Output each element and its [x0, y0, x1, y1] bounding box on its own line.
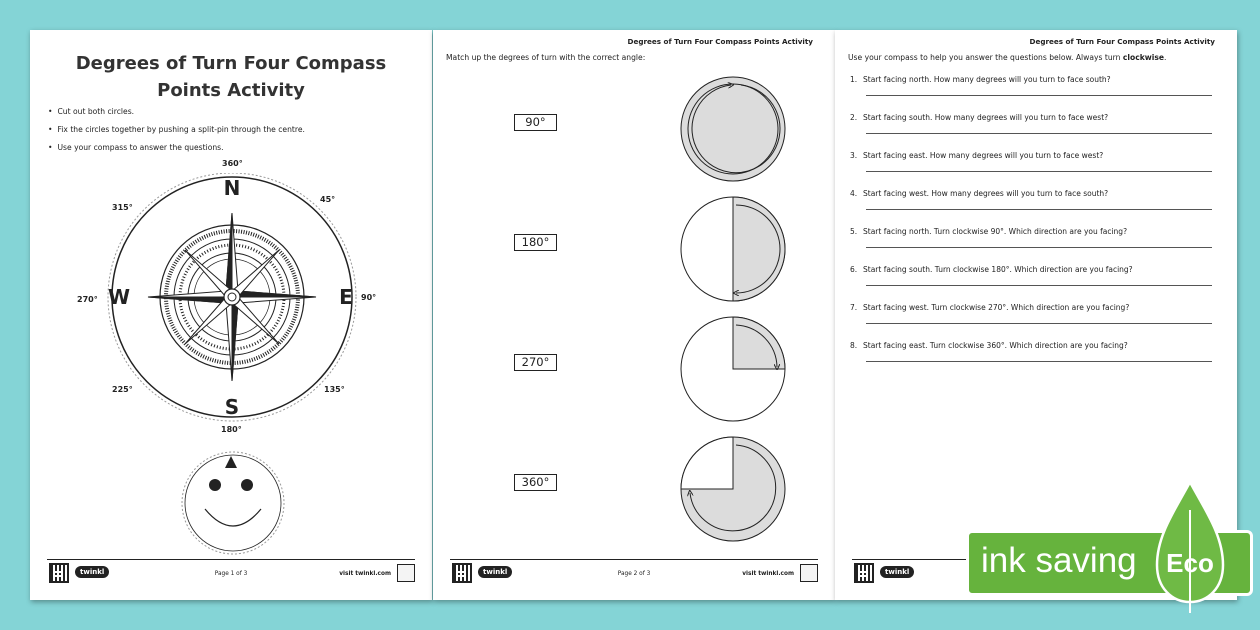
- answer-line[interactable]: [866, 209, 1212, 210]
- page-number: Page 1 of 3: [214, 571, 248, 577]
- question-item: 7. Start facing west. Turn clockwise 270°. Which direction are you facing?: [850, 303, 1212, 312]
- angle-360-circle: [681, 77, 785, 181]
- instruction-text: Match up the degrees of turn with the correct angle:: [446, 53, 646, 62]
- east-label: E: [339, 285, 353, 309]
- smiley-face-pointer: [180, 450, 286, 556]
- quality-badge-icon: [397, 564, 415, 582]
- angle-90-circle: [681, 317, 785, 421]
- answer-line[interactable]: [866, 171, 1212, 172]
- degree-label-180: 180°: [221, 425, 242, 434]
- question-item: 8. Start facing east. Turn clockwise 360°. Which direction are you facing?: [850, 341, 1212, 350]
- instruction-list: [48, 103, 305, 157]
- visit-link[interactable]: visit twinkl.com: [742, 571, 794, 577]
- compass-rose: [105, 173, 359, 427]
- instruction-text: Use your compass to help you answer the questions below. Always turn clockwise.: [848, 53, 1167, 62]
- answer-line[interactable]: [866, 95, 1212, 96]
- instruction-item: • Cut out both circles.: [48, 103, 305, 121]
- twinkl-logo: twinkl: [478, 566, 512, 578]
- twinkl-logo: twinkl: [880, 566, 914, 578]
- answer-line[interactable]: [866, 361, 1212, 362]
- qr-code-icon: [854, 563, 874, 583]
- quality-badge-icon: [800, 564, 818, 582]
- ink-saving-label: ink saving: [981, 541, 1137, 580]
- north-label: N: [223, 176, 241, 200]
- answer-line[interactable]: [866, 285, 1212, 286]
- south-label: S: [224, 395, 240, 419]
- angle-diagrams: [673, 75, 793, 545]
- worksheet-page-1: [30, 30, 432, 600]
- degree-label-360: 360°: [222, 159, 243, 168]
- question-item: 5. Start facing north. Turn clockwise 90°. Which direction are you facing?: [850, 227, 1212, 236]
- question-item: 2. Start facing south. How many degrees will you turn to face west?: [850, 113, 1212, 122]
- degree-label-270: 270°: [77, 295, 98, 304]
- angle-180-circle: [681, 197, 785, 301]
- answer-line[interactable]: [866, 133, 1212, 134]
- degree-box-270: 270°: [514, 354, 557, 371]
- answer-line[interactable]: [866, 247, 1212, 248]
- question-item: 1. Start facing north. How many degrees will you turn to face south?: [850, 75, 1212, 84]
- worksheet-page-2: [433, 30, 835, 600]
- degree-label-90: 90°: [361, 293, 377, 302]
- page-header: Degrees of Turn Four Compass Points Activity: [1029, 37, 1215, 46]
- degree-label-315: 315°: [112, 203, 133, 212]
- degree-label-135: 135°: [324, 385, 345, 394]
- page-header: Degrees of Turn Four Compass Points Activity: [627, 37, 813, 46]
- question-item: 4. Start facing west. How many degrees will you turn to face south?: [850, 189, 1212, 198]
- question-item: 6. Start facing south. Turn clockwise 180°. Which direction are you facing?: [850, 265, 1212, 274]
- degree-label-225: 225°: [112, 385, 133, 394]
- visit-link[interactable]: visit twinkl.com: [339, 571, 391, 577]
- eco-leaf-icon: [1155, 480, 1225, 615]
- instruction-item: • Use your compass to answer the questions.: [48, 139, 305, 157]
- degree-box-360: 360°: [514, 474, 557, 491]
- degree-box-90: 90°: [514, 114, 557, 131]
- instruction-item: • Fix the circles together by pushing a split-pin through the centre.: [48, 121, 305, 139]
- degree-label-45: 45°: [320, 195, 336, 204]
- answer-line[interactable]: [866, 323, 1212, 324]
- degree-box-180: 180°: [514, 234, 557, 251]
- page-footer: [450, 559, 818, 584]
- west-label: W: [107, 285, 131, 309]
- page-footer: [47, 559, 415, 584]
- twinkl-logo: twinkl: [75, 566, 109, 578]
- eco-word: Eco: [1166, 548, 1214, 578]
- question-item: 3. Start facing east. How many degrees will you turn to face west?: [850, 151, 1212, 160]
- page-number: Page 2 of 3: [617, 571, 651, 577]
- angle-270-circle: [681, 437, 785, 541]
- page-title: Degrees of Turn Four Compass Points Activity: [75, 53, 387, 101]
